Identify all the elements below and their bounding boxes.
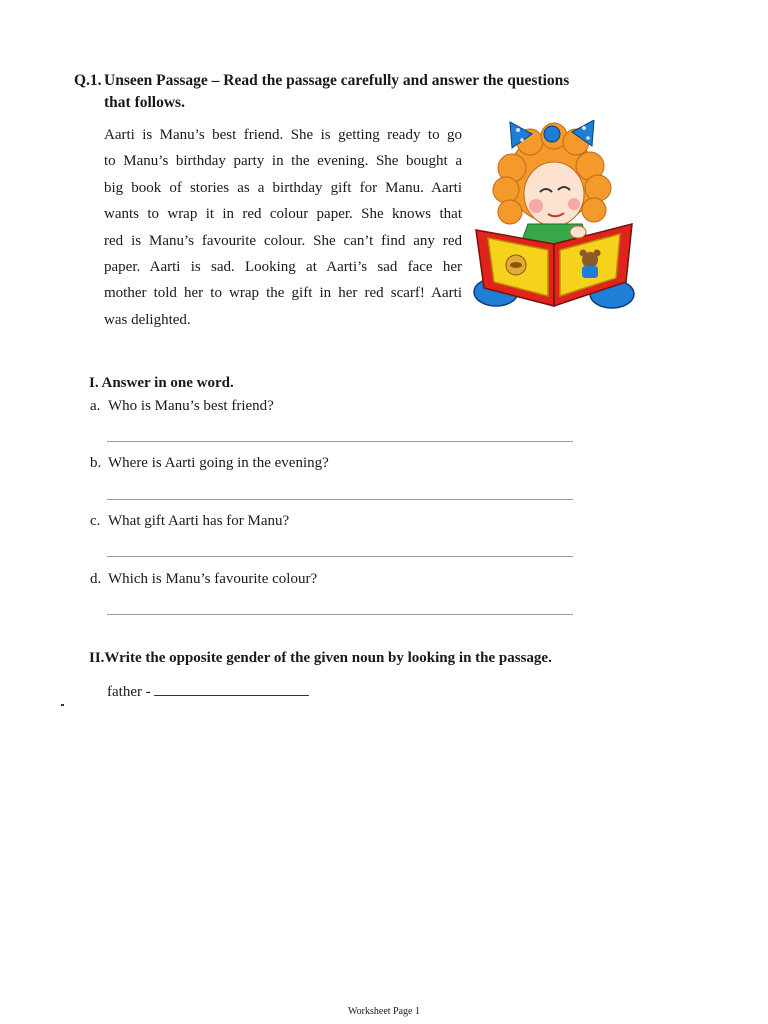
- page-footer: Worksheet Page 1: [348, 1006, 420, 1017]
- question-text: Where is Aarti going in the evening?: [108, 455, 329, 471]
- question-item-b: [90, 455, 329, 472]
- answer-line-d[interactable]: [107, 614, 573, 615]
- girl-reading-book-illustration: [470, 120, 638, 316]
- question-title-continued: that follows.: [104, 94, 185, 111]
- gender-answer-blank[interactable]: [154, 681, 309, 696]
- passage-line: big book of stories as a birthday gift for Manu. Aarti: [104, 179, 462, 196]
- question-title: Unseen Passage – Read the passage carefully and answer the questions: [104, 72, 570, 89]
- gender-item: [107, 681, 309, 701]
- question-item-a: [90, 398, 274, 415]
- answer-line-c[interactable]: [107, 556, 573, 557]
- question-number: Q.1.: [74, 72, 102, 89]
- passage: [104, 122, 462, 333]
- stray-mark: [61, 704, 64, 706]
- section-2-title: II.Write the opposite gender of the given noun by looking in the passage.: [89, 650, 552, 666]
- passage-line: Aarti is Manu’s best friend. She is getting ready to go: [104, 127, 462, 143]
- question-heading: [74, 70, 569, 114]
- question-item-d: [90, 571, 317, 588]
- passage-line: wants to wrap it in red colour paper. She knows that: [104, 206, 462, 223]
- question-label: b.: [90, 455, 102, 471]
- answer-line-a[interactable]: [107, 441, 573, 442]
- question-label: a.: [90, 398, 101, 414]
- gender-item-label: father -: [107, 684, 151, 700]
- section-1-title: I. Answer in one word.: [89, 375, 234, 391]
- question-text: Who is Manu’s best friend?: [108, 398, 274, 414]
- passage-line: paper. Aarti is sad. Looking at Aarti’s sad face her: [104, 259, 462, 276]
- passage-line: was delighted.: [104, 311, 191, 328]
- passage-line: red is Manu’s favourite colour. She can’t find any red: [104, 232, 462, 249]
- question-label: c.: [90, 513, 101, 529]
- question-text: What gift Aarti has for Manu?: [108, 513, 290, 529]
- question-item-c: [90, 513, 289, 530]
- passage-line: to Manu’s birthday party in the evening. She bought a: [104, 153, 462, 170]
- passage-line: mother told her to wrap the gift in her red scarf! Aarti: [104, 285, 462, 302]
- question-text: Which is Manu’s favourite colour?: [108, 571, 318, 587]
- answer-line-b[interactable]: [107, 499, 573, 500]
- question-label: d.: [90, 571, 102, 587]
